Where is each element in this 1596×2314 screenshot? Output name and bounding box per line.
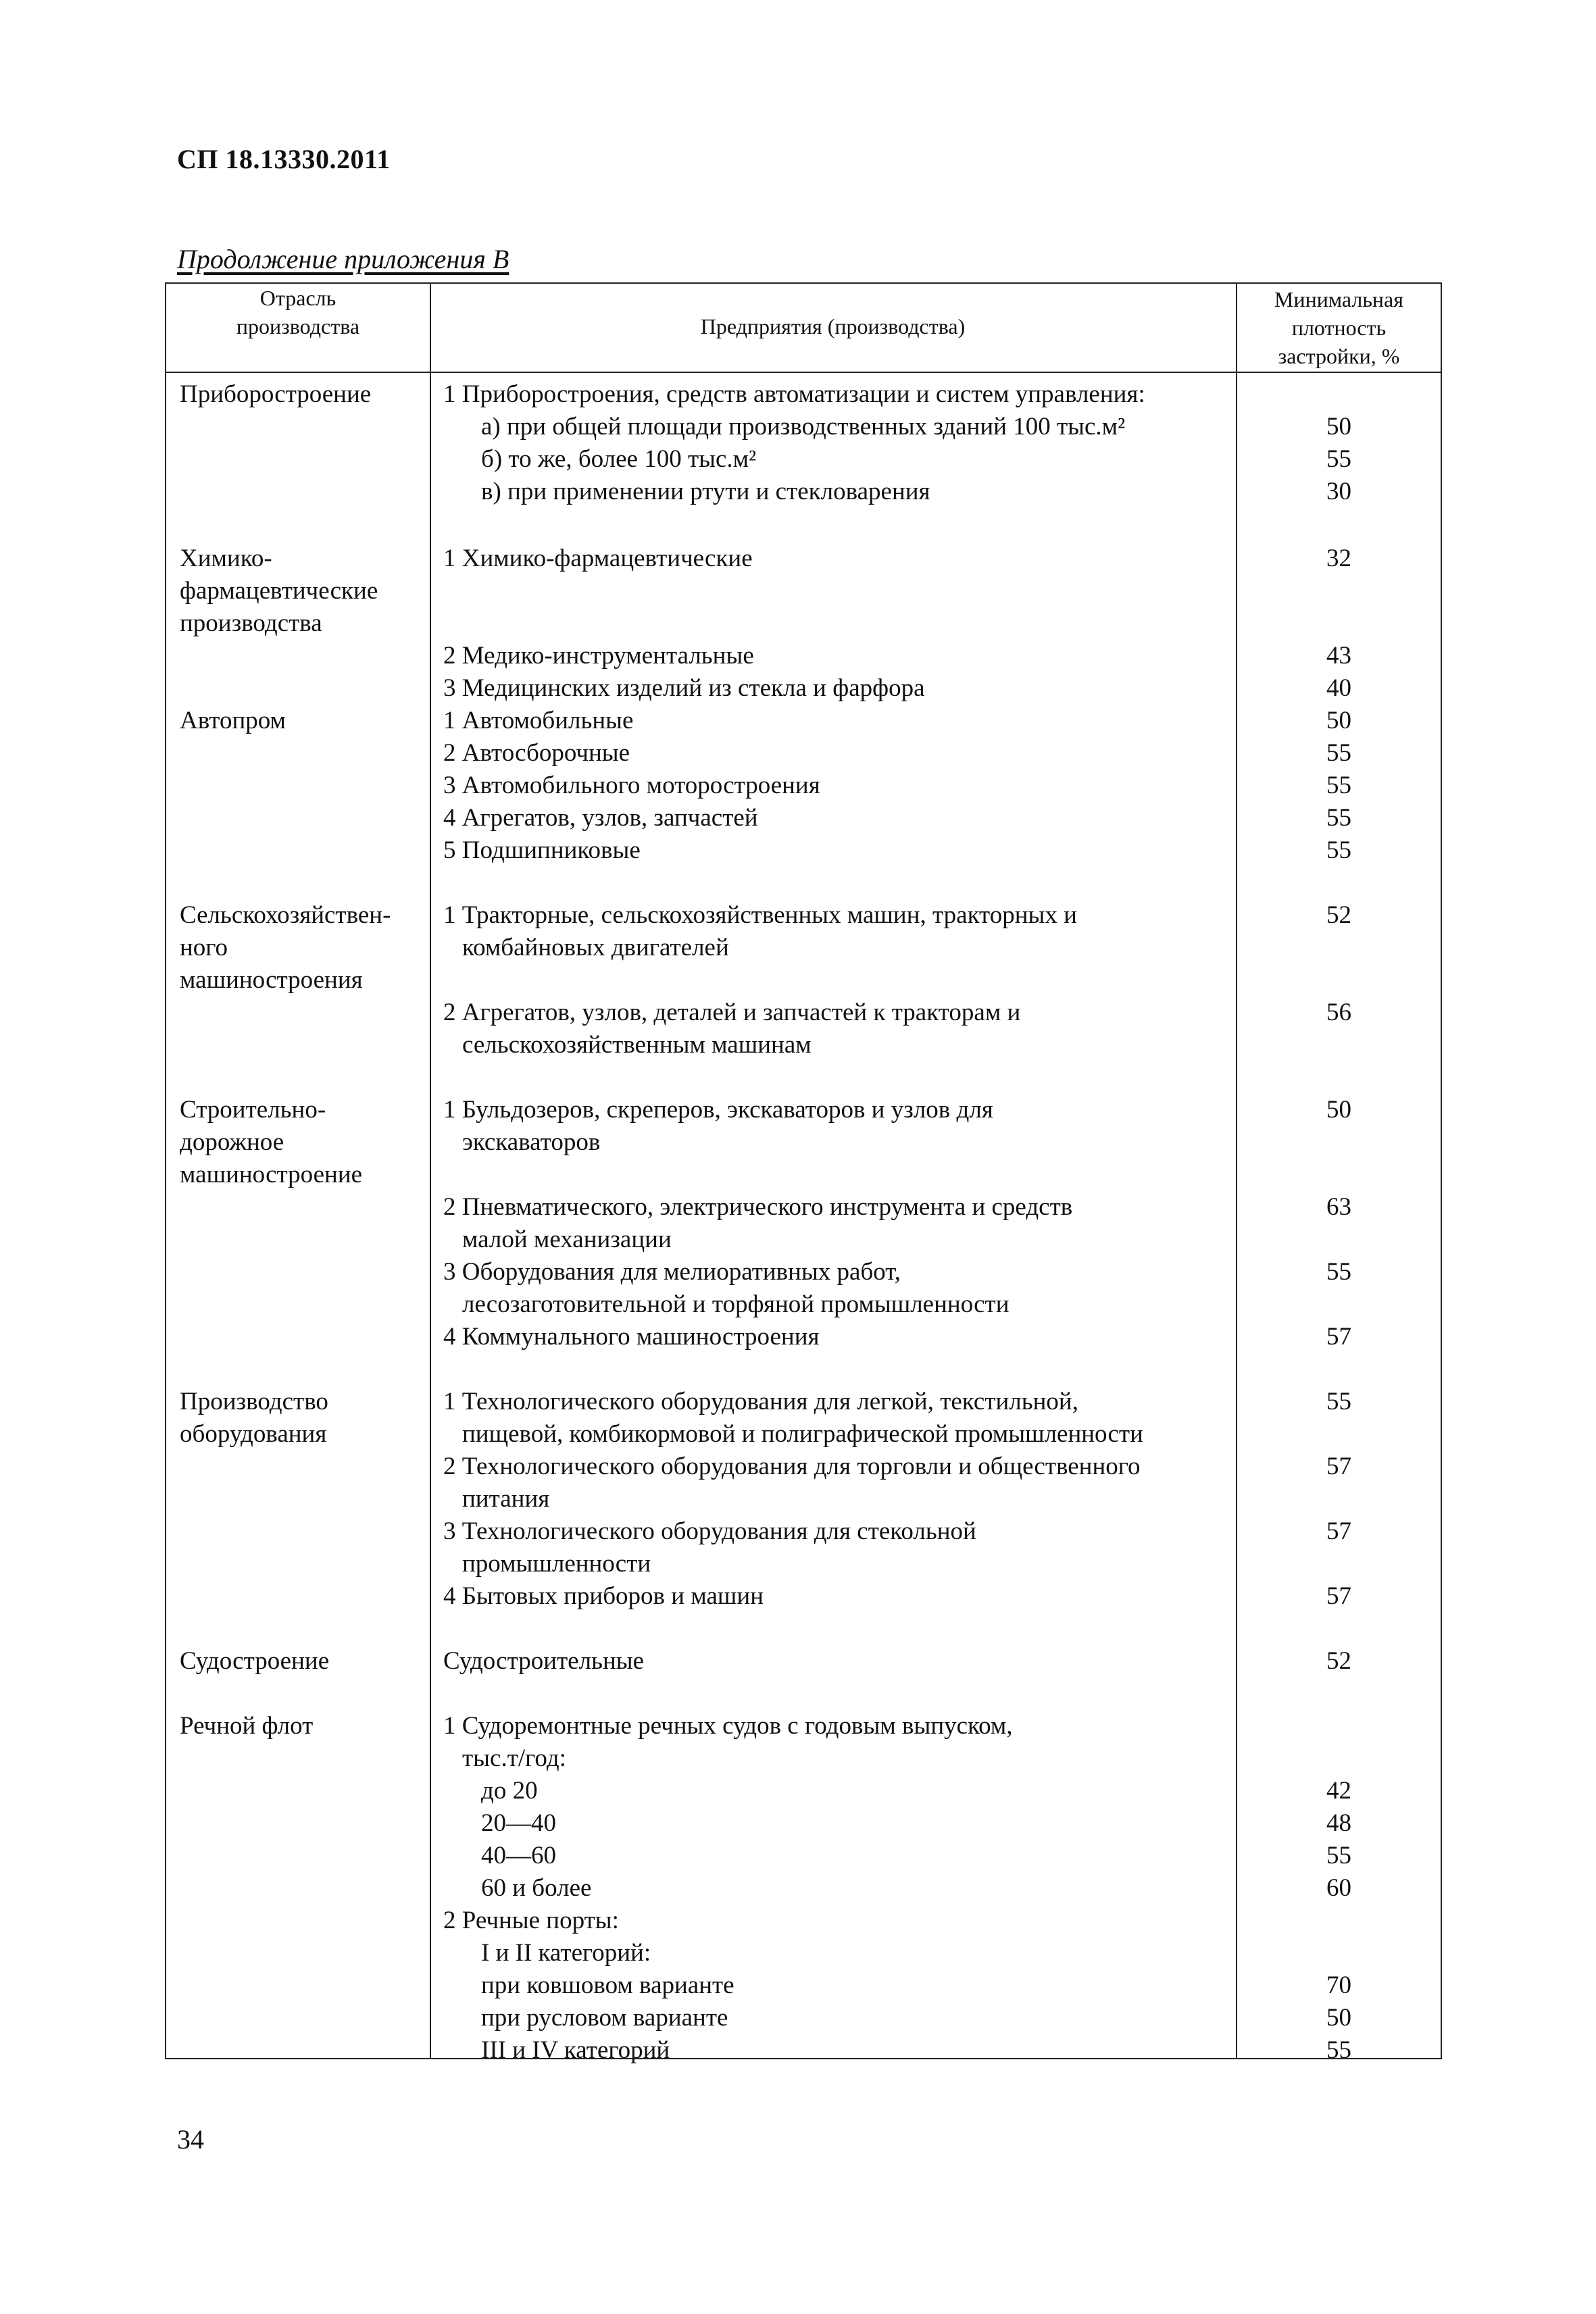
density-value: 63	[1326, 1193, 1351, 1221]
density-value: 48	[1326, 1809, 1351, 1837]
enterprise-text: а) при общей площади производственных зданий 100 тыс.м²	[481, 413, 1126, 441]
density-value: 60	[1326, 1874, 1351, 1902]
header-branch	[166, 284, 430, 341]
enterprise-text: 2 Речные порты:	[443, 1907, 619, 1934]
enterprise-text: промышленности	[462, 1550, 651, 1578]
page-number: 34	[177, 2124, 204, 2155]
density-value: 50	[1326, 413, 1351, 441]
density-value: 55	[1326, 836, 1351, 864]
enterprise-text: комбайновых двигателей	[462, 934, 729, 961]
enterprise-text: 3 Медицинских изделий из стекла и фарфора	[443, 674, 925, 702]
enterprise-text: 1 Бульдозеров, скреперов, экскаваторов и узлов для	[443, 1096, 993, 1124]
enterprise-text: 2 Технологического оборудования для торговли и общественного	[443, 1453, 1141, 1480]
enterprise-text: лесозаготовительной и торфяной промышленности	[462, 1290, 1009, 1318]
density-value: 43	[1326, 642, 1351, 670]
category-label: Судостроение	[180, 1647, 330, 1675]
density-value: 57	[1326, 1582, 1351, 1610]
enterprise-text: 5 Подшипниковые	[443, 836, 641, 864]
density-value: 52	[1326, 1647, 1351, 1675]
category-label: Автопром	[180, 707, 286, 734]
enterprise-text: при ковшовом варианте	[481, 1971, 734, 1999]
enterprise-text: 3 Оборудования для мелиоративных работ,	[443, 1258, 901, 1286]
enterprise-text: б) то же, более 100 тыс.м²	[481, 445, 757, 473]
column-divider	[430, 284, 431, 2058]
header-density-line: застройки, %	[1278, 344, 1400, 368]
density-value: 57	[1326, 1517, 1351, 1545]
header-density-line: Минимальная	[1274, 287, 1403, 311]
density-value: 57	[1326, 1453, 1351, 1480]
density-value: 42	[1326, 1777, 1351, 1805]
header-branch-line: производства	[236, 314, 360, 338]
density-value: 55	[1326, 772, 1351, 799]
density-value: 30	[1326, 478, 1351, 505]
enterprise-text: 2 Пневматического, электрического инструмента и средств	[443, 1193, 1073, 1221]
enterprise-text: пищевой, комбикормовой и полиграфической промышленности	[462, 1420, 1143, 1448]
enterprise-text: III и IV категорий	[481, 2036, 670, 2064]
enterprise-text: 3 Автомобильного моторостроения	[443, 772, 820, 799]
enterprise-text: 4 Агрегатов, узлов, запчастей	[443, 804, 758, 832]
enterprise-text: при русловом варианте	[481, 2004, 728, 2032]
density-value: 52	[1326, 901, 1351, 929]
enterprise-text: 4 Коммунального машиностроения	[443, 1323, 820, 1351]
category-label: Производство	[180, 1388, 328, 1415]
category-label: оборудования	[180, 1420, 327, 1448]
enterprise-text: 1 Судоремонтные речных судов с годовым выпуском,	[443, 1712, 1013, 1740]
enterprise-text: 40—60	[481, 1842, 556, 1869]
category-label: дорожное	[180, 1128, 284, 1156]
density-table	[165, 282, 1442, 2064]
header-density-line: плотность	[1291, 316, 1387, 340]
density-value: 55	[1326, 445, 1351, 473]
category-label: ного	[180, 934, 228, 961]
enterprise-text: 60 и более	[481, 1874, 592, 1902]
category-label: фармацевтические	[180, 577, 378, 605]
enterprise-text: питания	[462, 1485, 550, 1513]
enterprise-text: в) при применении ртути и стекловарения	[481, 478, 930, 505]
enterprise-text: 1 Химико-фармацевтические	[443, 545, 753, 572]
density-value: 55	[1326, 1258, 1351, 1286]
enterprise-text: 4 Бытовых приборов и машин	[443, 1582, 764, 1610]
density-value: 55	[1326, 1842, 1351, 1869]
enterprise-text: тыс.т/год:	[462, 1744, 566, 1772]
density-value: 50	[1326, 1096, 1351, 1124]
density-value: 56	[1326, 999, 1351, 1026]
category-label: машиностроение	[180, 1161, 363, 1188]
enterprise-text: 1 Технологического оборудования для легкой, текстильной,	[443, 1388, 1078, 1415]
category-label: производства	[180, 609, 322, 637]
density-value: 55	[1326, 739, 1351, 767]
enterprise-text: 1 Автомобильные	[443, 707, 634, 734]
continuation-title: Продолжение приложения В	[177, 244, 509, 274]
header-branch-line: Отрасль	[259, 286, 336, 310]
enterprise-text: 1 Тракторные, сельскохозяйственных машин, тракторных и	[443, 901, 1077, 929]
document-code: СП 18.13330.2011	[177, 144, 391, 174]
enterprise-text: 2 Автосборочные	[443, 739, 630, 767]
density-value: 55	[1326, 804, 1351, 832]
enterprise-text: I и II категорий:	[481, 1939, 651, 1967]
enterprise-text: сельскохозяйственным машинам	[462, 1031, 812, 1059]
category-label: Химико-	[180, 545, 272, 572]
header-divider	[166, 372, 1441, 373]
enterprise-text: малой механизации	[462, 1226, 672, 1253]
density-value: 70	[1326, 1971, 1351, 1999]
density-value: 40	[1326, 674, 1351, 702]
category-label: Приборостроение	[180, 380, 372, 408]
enterprise-text: 1 Приборостроения, средств автоматизации и систем управления:	[443, 380, 1145, 408]
category-label: Сельскохозяйствен-	[180, 901, 391, 929]
enterprise-text: Судостроительные	[443, 1647, 645, 1675]
header-density	[1236, 285, 1442, 370]
enterprise-text: 2 Агрегатов, узлов, деталей и запчастей к тракторам и	[443, 999, 1021, 1026]
category-label: Речной флот	[180, 1712, 314, 1740]
density-value: 55	[1326, 1388, 1351, 1415]
enterprise-text: до 20	[481, 1777, 538, 1805]
category-label: Строительно-	[180, 1096, 326, 1124]
enterprise-text: экскаваторов	[462, 1128, 601, 1156]
enterprise-text: 20—40	[481, 1809, 556, 1837]
enterprise-text: 2 Медико-инструментальные	[443, 642, 754, 670]
density-value: 50	[1326, 707, 1351, 734]
enterprise-text: 3 Технологического оборудования для стекольной	[443, 1517, 976, 1545]
header-enterprise: Предприятия (производства)	[700, 314, 966, 338]
density-value: 55	[1326, 2036, 1351, 2064]
category-label: машиностроения	[180, 966, 363, 994]
density-value: 57	[1326, 1323, 1351, 1351]
density-value: 32	[1326, 545, 1351, 572]
density-value: 50	[1326, 2004, 1351, 2032]
